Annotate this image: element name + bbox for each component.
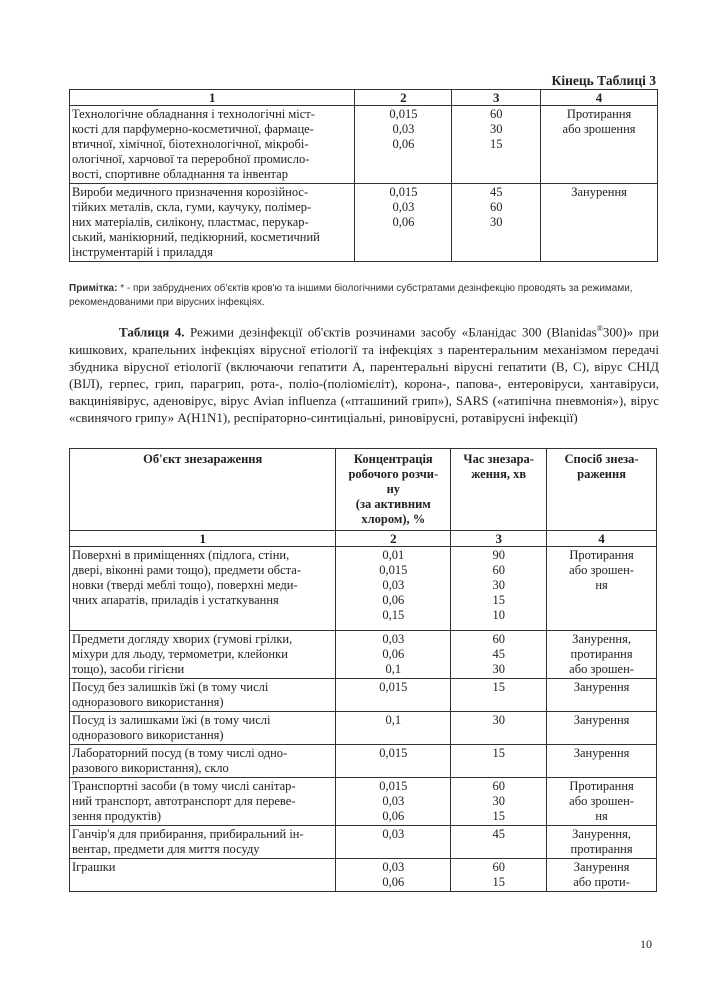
table4-header-row <box>70 449 657 531</box>
text-line: Час знезара- <box>463 452 534 466</box>
value: 45 <box>489 185 503 199</box>
value: 45 <box>492 647 505 661</box>
concentration-cell <box>336 631 451 679</box>
object-cell <box>70 106 355 184</box>
time-cell <box>451 778 547 826</box>
value: 0,06 <box>382 647 405 661</box>
object-cell <box>70 184 355 262</box>
header-concentration <box>336 449 451 531</box>
table-row <box>70 184 658 262</box>
text-line: Ганчір'я для прибирання, прибиральний ін- <box>72 827 304 841</box>
value: 30 <box>489 122 503 136</box>
text-line: Спосіб знеза- <box>564 452 639 466</box>
text-line: ний транспорт, автотранспорт для переве- <box>72 794 296 808</box>
header-time <box>451 449 547 531</box>
text-line: Посуд із залишками їжі (в тому числі <box>72 713 271 727</box>
text-line: раження <box>577 467 626 481</box>
text-line: Занурення <box>573 713 630 727</box>
text-line: або зрошен- <box>569 563 634 577</box>
object-cell <box>70 679 336 712</box>
concentration-cell <box>336 826 451 859</box>
column-number: 3 <box>451 531 547 547</box>
value: 0,06 <box>392 137 415 151</box>
value: 90 <box>492 548 505 562</box>
text-line: Посуд без залишків їжі (в тому числі <box>72 680 269 694</box>
value: 30 <box>489 215 503 229</box>
value: 45 <box>492 827 505 841</box>
text-line: Занурення, <box>572 827 631 841</box>
value: 10 <box>492 608 505 622</box>
caption-text-cont: 300)» при кишкових, крапельних інфекціях вірусної етіології та інфекціях з парентеральним механізмом передачі збудника вірусної етіології (включаючи гепатити А, парентеральні вірусні гепатити (В, С), вірус СНІД (ВІЛ), герпес, грип, парагрип, рота-, поліо-(поліомієліт), корона-, папова-, ентеровіруси, хантавіруси, вакциніявірус, аденовірус, вірус Avian influenza («пташиний грип»), SARS («атипічна пневмонія»), вірус «свинячого грипу» А(H1N1), респіраторно-синтиціальні, риновірусні, ротавірусні інфекції) <box>69 324 659 426</box>
value: 0,06 <box>392 215 415 229</box>
column-number: 4 <box>547 531 657 547</box>
method-cell <box>547 745 657 778</box>
text-line: або зрошен- <box>569 662 634 676</box>
table-row <box>70 745 657 778</box>
object-cell <box>70 745 336 778</box>
text-line: кості для парфумерно-косметичної, фармаце- <box>72 122 314 136</box>
value: 0,015 <box>389 185 418 199</box>
text-line: Протирання <box>569 779 634 793</box>
text-line: ня <box>595 809 608 823</box>
value: 15 <box>492 746 505 760</box>
value: 0,03 <box>382 578 405 592</box>
note-text: * - при забруднених об'єктів кров'ю та іншими біологічними субстратами дезінфекцію проводять за режимами, рекомендованими при вірусних інфекціях. <box>69 283 633 308</box>
value: 15 <box>489 137 503 151</box>
concentration-cell <box>336 679 451 712</box>
text-line: вентар, предмети для миття посуду <box>72 842 260 856</box>
text-line: Протирання <box>566 107 632 121</box>
text-line: Занурення, <box>572 632 631 646</box>
concentration-cell <box>336 859 451 892</box>
object-cell <box>70 547 336 631</box>
value: 30 <box>492 578 505 592</box>
value: 30 <box>492 662 505 676</box>
column-number: 4 <box>541 90 658 106</box>
object-cell <box>70 712 336 745</box>
value: 0,03 <box>392 200 415 214</box>
value: 30 <box>492 794 505 808</box>
column-number: 3 <box>452 90 541 106</box>
table4-column-numbers <box>70 531 657 547</box>
text-line: ня <box>595 578 608 592</box>
value: 0,015 <box>389 107 418 121</box>
value: 30 <box>492 713 505 727</box>
value: 0,1 <box>385 713 402 727</box>
text-line: одноразового використання) <box>72 695 224 709</box>
method-cell <box>547 712 657 745</box>
text-line: Поверхні в приміщеннях (підлога, стіни, <box>72 548 290 562</box>
text-line: Предмети догляду хворих (гумові грілки, <box>72 632 293 646</box>
table-row <box>70 778 657 826</box>
table-row <box>70 679 657 712</box>
time-cell <box>452 106 541 184</box>
value: 0,06 <box>382 809 405 823</box>
text-line: двері, віконні рами тощо), предмети обста- <box>72 563 302 577</box>
value: 0,03 <box>392 122 415 136</box>
text-line: Вироби медичного призначення корозійнос- <box>72 185 309 199</box>
value: 0,03 <box>382 794 405 808</box>
method-cell <box>547 631 657 679</box>
table-row <box>70 547 657 631</box>
text-line: Концентрація <box>353 452 433 466</box>
table-row <box>70 106 658 184</box>
header-method <box>547 449 657 531</box>
text-line: ження, хв <box>471 467 527 481</box>
value: 0,03 <box>382 860 405 874</box>
method-cell <box>547 826 657 859</box>
concentration-cell <box>355 106 452 184</box>
value: 15 <box>492 680 505 694</box>
concentration-cell <box>336 778 451 826</box>
text-line: новки (тверді меблі тощо), поверхні меди- <box>72 578 298 592</box>
value: 0,06 <box>382 593 405 607</box>
table3-continuation-label: Кінець Таблиці 3 <box>551 73 656 88</box>
value: 60 <box>492 779 505 793</box>
text-line: хлором), % <box>361 512 426 526</box>
value: 0,15 <box>382 608 405 622</box>
text-line: вості, спортивне обладнання та інвентар <box>72 167 288 181</box>
time-cell <box>451 679 547 712</box>
text-line: ну <box>386 482 401 496</box>
text-line: них матеріалів, силікону, пластмас, перукар- <box>72 215 309 229</box>
method-cell <box>547 778 657 826</box>
value: 0,06 <box>382 875 405 889</box>
page-number: 10 <box>640 937 652 951</box>
table-row <box>70 826 657 859</box>
text-line: разового використання), скло <box>72 761 229 775</box>
value: 0,03 <box>382 827 405 841</box>
text-line: чних апаратів, приладів і устаткування <box>72 593 279 607</box>
value: 0,01 <box>382 548 405 562</box>
value: 15 <box>492 809 505 823</box>
text-line: (за активним <box>355 497 431 511</box>
text-line: ологічної, харчової та переробної промисло- <box>72 152 310 166</box>
text-line: Іграшки <box>72 860 116 874</box>
caption-text: Режими дезінфекції об'єктів розчинами засобу «Бланідас 300 (Blanidas <box>184 324 597 340</box>
text-line: міхури для льоду, термометри, клейонки <box>72 647 288 661</box>
text-line: зення продуктів) <box>72 809 162 823</box>
table3-note <box>69 282 659 310</box>
column-number: 2 <box>355 90 452 106</box>
text-line: або зрошення <box>562 122 636 136</box>
text-line: Занурення <box>573 680 630 694</box>
text-line: ський, манікюрний, педікюрний, косметичний <box>72 230 320 244</box>
time-cell <box>451 547 547 631</box>
time-cell <box>451 745 547 778</box>
concentration-cell <box>336 712 451 745</box>
value: 0,03 <box>382 632 405 646</box>
text-line: Занурення <box>571 185 627 199</box>
text-line: Протирання <box>569 548 634 562</box>
method-cell <box>547 859 657 892</box>
registered-mark: ® <box>596 324 603 333</box>
text-line: протирання <box>570 842 633 856</box>
time-cell <box>451 712 547 745</box>
table3-column-numbers <box>70 90 658 106</box>
value: 60 <box>489 107 503 121</box>
concentration-cell <box>355 184 452 262</box>
text-line: Транспортні засоби (в тому числі санітар- <box>72 779 296 793</box>
table-row <box>70 631 657 679</box>
text-line: Лабораторний посуд (в тому числі одно- <box>72 746 288 760</box>
header-object: Об'єкт знезараження <box>70 449 336 531</box>
value: 0,015 <box>379 779 408 793</box>
value: 60 <box>492 632 505 646</box>
object-cell <box>70 778 336 826</box>
value: 0,015 <box>379 746 408 760</box>
concentration-cell <box>336 745 451 778</box>
method-cell <box>547 679 657 712</box>
column-number: 1 <box>70 531 336 547</box>
text-line: Занурення <box>573 860 630 874</box>
method-cell <box>547 547 657 631</box>
value: 60 <box>492 563 505 577</box>
text-line: одноразового використання) <box>72 728 224 742</box>
text-line: Занурення <box>573 746 630 760</box>
value: 0,015 <box>379 680 408 694</box>
text-line: або зрошен- <box>569 794 634 808</box>
object-cell <box>70 631 336 679</box>
text-line: тійких металів, скла, гуми, каучуку, полімер- <box>72 200 312 214</box>
object-cell <box>70 826 336 859</box>
value: 0,1 <box>385 662 402 676</box>
table4-caption <box>69 320 659 427</box>
table4 <box>69 448 657 892</box>
text-line: інструментарій і приладдя <box>72 245 213 259</box>
value: 0,015 <box>379 563 408 577</box>
value: 60 <box>492 860 505 874</box>
text-line: Технологічне обладнання і технологічні міст- <box>72 107 315 121</box>
method-cell <box>541 106 658 184</box>
value: 15 <box>492 875 505 889</box>
concentration-cell <box>336 547 451 631</box>
text-line: робочого розчи- <box>348 467 439 481</box>
time-cell <box>451 826 547 859</box>
object-cell <box>70 859 336 892</box>
text-line: або проти- <box>573 875 630 889</box>
time-cell <box>452 184 541 262</box>
text-line: протирання <box>570 647 633 661</box>
value: 60 <box>489 200 503 214</box>
column-number: 1 <box>70 90 355 106</box>
text-line: втичної, хімічної, біотехнологічної, мікробі- <box>72 137 309 151</box>
note-label: Примітка: <box>69 283 118 294</box>
time-cell <box>451 859 547 892</box>
column-number: 2 <box>336 531 451 547</box>
table-row <box>70 859 657 892</box>
table-row <box>70 712 657 745</box>
text-line: тощо), засоби гігієни <box>72 662 185 676</box>
value: 15 <box>492 593 505 607</box>
caption-label: Таблиця 4. <box>119 324 185 340</box>
table3-continuation <box>69 89 658 262</box>
method-cell <box>541 184 658 262</box>
time-cell <box>451 631 547 679</box>
